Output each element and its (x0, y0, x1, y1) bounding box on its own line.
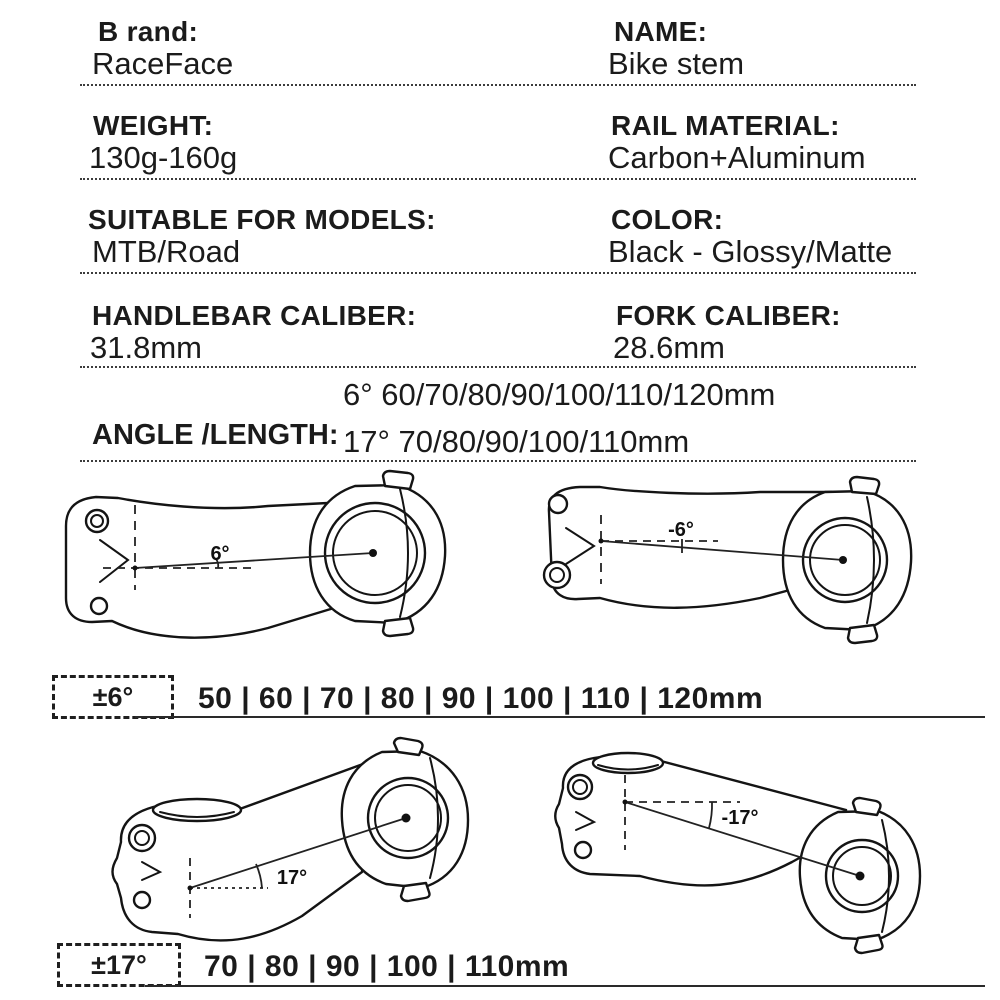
angle-label: -17° (721, 807, 759, 829)
clamp-tab-bottom (848, 625, 877, 643)
spec-value-brand: RaceFace (92, 46, 234, 81)
spec-color (608, 204, 893, 269)
sizes-list-17: 70 | 80 | 90 | 100 | 110mm (204, 950, 570, 983)
angle-badge-17-label: ±17° (91, 949, 147, 980)
clamp-center-dot (369, 549, 377, 557)
spec-label-rail-material: RAIL MATERIAL: (611, 110, 840, 141)
spec-fork-caliber (613, 300, 841, 365)
pivot-dot (188, 886, 193, 891)
bolt-hole-top (129, 825, 155, 851)
separator-3 (80, 272, 916, 274)
spec-value-name: Bike stem (608, 46, 745, 81)
spec-value-color: Black - Glossy/Matte (608, 234, 893, 269)
pivot-dot (599, 539, 604, 544)
bolt-hole-top (568, 775, 592, 799)
stem-body (113, 760, 375, 940)
spec-value-angle-length-17: 17° 70/80/90/100/110mm (343, 424, 690, 459)
clamp-tab-top (850, 477, 879, 494)
spec-handlebar-caliber (92, 300, 416, 365)
spec-brand (92, 16, 234, 81)
separator-2 (80, 178, 916, 180)
spec-label-models: SUITABLE FOR MODELS: (88, 204, 436, 235)
spec-label-handlebar-caliber: HANDLEBAR CALIBER: (92, 300, 417, 331)
bolt-hole-top (86, 510, 108, 532)
angle-badge-6 (52, 675, 174, 719)
spec-label-angle-length: ANGLE /LENGTH: (92, 419, 339, 451)
spec-label-color: COLOR: (611, 204, 724, 235)
bolt-hole-bottom (91, 598, 107, 614)
sizes-list-6: 50 | 60 | 70 | 80 | 90 | 100 | 110 | 120mm (198, 682, 764, 715)
spec-value-models: MTB/Road (92, 234, 241, 269)
angle-label: -6° (668, 519, 694, 541)
clamp-tab-bottom (383, 618, 413, 636)
clamp-center-dot (402, 814, 411, 823)
spec-label-weight: WEIGHT: (93, 110, 214, 141)
stem-diagram-minus6 (538, 468, 973, 648)
bolt-hole-bottom (134, 892, 150, 908)
spec-value-handlebar-caliber: 31.8mm (90, 330, 202, 365)
angle-badge-17 (57, 943, 181, 987)
clamp-tab-top (394, 738, 423, 755)
spec-weight (89, 110, 238, 175)
spec-value-fork-caliber: 28.6mm (613, 330, 725, 365)
clamp-tab-top (383, 471, 413, 489)
pivot-dot (623, 800, 628, 805)
stem-diagram-plus17 (100, 738, 520, 948)
sizes-underline-17 (145, 985, 985, 987)
spec-models (88, 204, 436, 269)
spec-value-rail-material: Carbon+Aluminum (608, 140, 866, 175)
spec-name (608, 16, 745, 81)
pivot-dot (133, 566, 138, 571)
bolt-hole-bottom (544, 562, 570, 588)
stem-diagram-minus17 (550, 735, 975, 957)
stem-diagram-plus6 (55, 472, 470, 637)
spec-label-name: NAME: (614, 16, 708, 47)
spec-rail-material (608, 110, 866, 175)
angle-label: 17° (276, 867, 308, 889)
clamp-center-dot (856, 872, 865, 881)
clamp-tab-bottom (401, 883, 430, 901)
angle-label: 6° (210, 543, 230, 565)
spec-label-fork-caliber: FORK CALIBER: (616, 300, 841, 331)
spec-value-angle-length-6: 6° 60/70/80/90/100/110/120mm (343, 377, 776, 412)
angle-badge-6-label: ±6° (92, 681, 134, 712)
bolt-hole-top (549, 495, 567, 513)
spec-label-brand: B rand: (98, 16, 199, 47)
sizes-underline-6 (135, 716, 985, 718)
clamp-tab-top (853, 798, 881, 815)
separator-4 (80, 366, 916, 368)
separator-1 (80, 84, 916, 86)
clamp-tab-bottom (855, 935, 883, 953)
clamp-center-dot (839, 556, 847, 564)
spec-value-weight: 130g-160g (89, 140, 238, 175)
separator-5 (80, 460, 916, 462)
bolt-hole-bottom (575, 842, 591, 858)
